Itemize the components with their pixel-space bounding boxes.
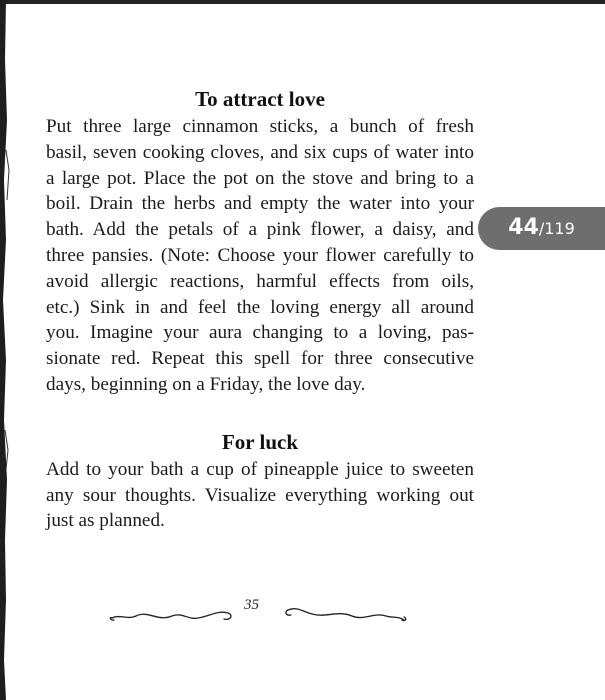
section-title-attract-love: To attract love: [195, 87, 325, 111]
text-line: any sour thoughts. Visualize everything working out: [46, 484, 474, 506]
text-line: basil, seven cooking cloves, and six cups of water into: [46, 141, 474, 163]
text-line: sionate red. Repeat this spell for three consecutive: [46, 348, 474, 370]
text-line: just as planned.: [46, 510, 165, 532]
section-body-for-luck: [46, 457, 474, 534]
section-body-attract-love: [46, 114, 474, 398]
text-line: Add to your bath a cup of pineapple juice to sweeten: [46, 458, 474, 480]
text-line: a large pot. Place the pot on the stove and bring to a: [46, 167, 474, 189]
current-page-number: 44: [508, 215, 539, 240]
section-title-for-luck: For luck: [221, 429, 299, 454]
text-line: avoid allergic reactions, harmful effects from oils,: [46, 270, 474, 292]
text-line: bath. Add the petals of a pink flower, a daisy, and: [46, 219, 474, 241]
text-line: you. Imagine your aura changing to a loving, pas-: [46, 322, 474, 344]
page-indicator-badge[interactable]: [478, 207, 605, 250]
page-top-edge: [0, 0, 605, 4]
text-line: etc.) Sink in and feel the loving energy all around: [46, 296, 474, 318]
book-page-text: [46, 86, 474, 534]
total-pages: /119: [538, 219, 575, 238]
text-line: boil. Drain the herbs and empty the water into your: [46, 193, 474, 215]
text-line: Put three large cinnamon sticks, a bunch of fresh: [46, 116, 474, 137]
page-folio-number: 35: [244, 597, 259, 613]
text-line: days, beginning on a Friday, the love day.: [46, 373, 366, 395]
text-line: three pansies. (Note: Choose your flower carefully to: [46, 244, 474, 266]
scanned-page-left-edge: [0, 0, 14, 700]
